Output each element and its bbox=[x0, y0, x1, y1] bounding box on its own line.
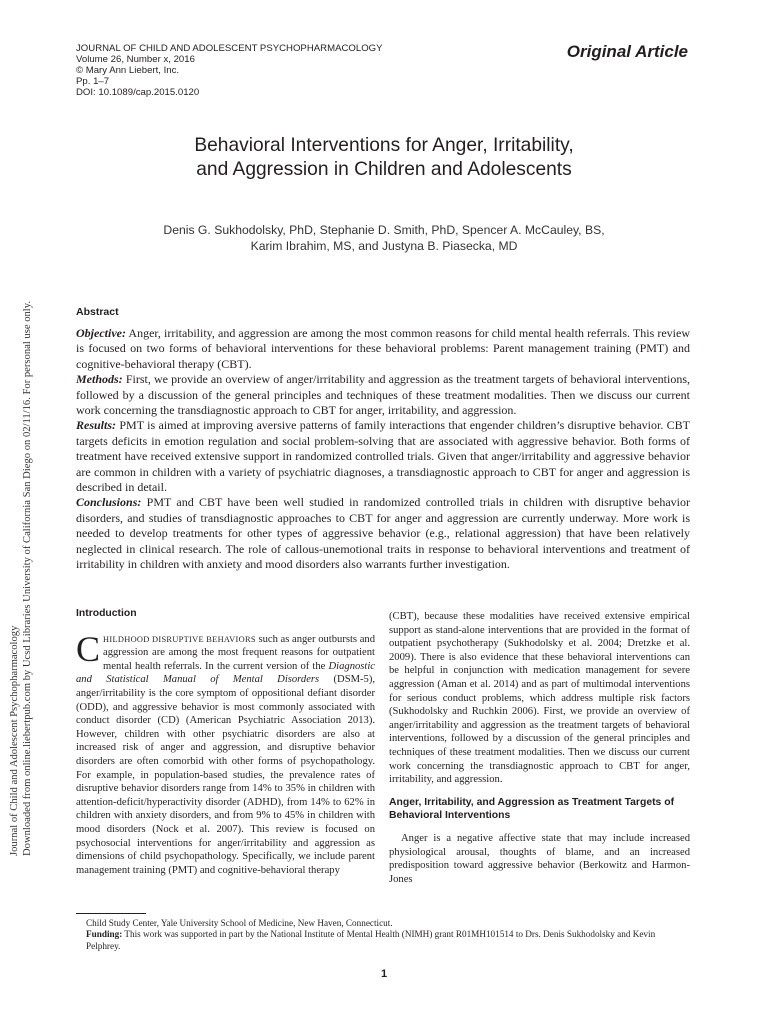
journal-copyright: © Mary Ann Liebert, Inc. bbox=[76, 65, 180, 76]
funding-label: Funding: bbox=[86, 929, 123, 940]
abstract-body bbox=[76, 326, 690, 573]
journal-pages: Pp. 1–7 bbox=[76, 76, 110, 87]
affiliation-note: Child Study Center, Yale University School of Medicine, New Haven, Connecticut. bbox=[86, 918, 393, 928]
left-column bbox=[76, 607, 375, 877]
conclusions-label: Conclusions: bbox=[76, 495, 142, 510]
abstract-results bbox=[76, 418, 690, 495]
methods-label: Methods: bbox=[76, 372, 123, 387]
footnote bbox=[76, 918, 690, 952]
journal-doi: DOI: 10.1089/cap.2015.0120 bbox=[76, 87, 200, 98]
results-label: Results: bbox=[76, 418, 117, 433]
objective-label: Objective: bbox=[76, 326, 126, 340]
page-number: 1 bbox=[380, 968, 388, 980]
intro-text-a: such as anger outbursts and aggression are among the most frequent reasons for outpatient mental health referrals. In the current version of the bbox=[103, 633, 375, 672]
anger-paragraph: Anger is a negative affective state that may include increased physiological arousal, thoughts of blame, and an increased predisposition toward aggressive behavior (Berkowitz and Harmon-Jones bbox=[389, 832, 690, 885]
section-heading-treatment-targets: Anger, Irritability, and Aggression as Treatment Targets of Behavioral Interventions bbox=[389, 796, 675, 822]
intro-continued: (CBT), because these modalities have received extensive empirical support as stand-alone interventions that are provided in the format of outpatient psychotherapy (Sukhodolsky et al. 2004; Dretzke et al. 2009). There is also evidence that these behavioral interventions can be helpful in conjunction with medication management for severe aggression (Aman et al. 2014) and as part of multimodal interventions for serious conduct problems, which address multiple risk factors (Sukhodolsky and Ruchkin 2006). First, we provide an overview of anger/irritability and aggression as the treatment targets of behavioral interventions, followed by a discussion of the general principles and techniques of these treatment modalities. Then we discuss our current work concerning the transdiagnostic approach to CBT for anger, irritability, and aggression. bbox=[389, 611, 690, 786]
funding-text: This work was supported in part by the National Institute of Mental Health (NIMH) grant R01MH101514 to Drs. Denis Sukhodolsky and Kevin Pelphrey. bbox=[86, 929, 656, 951]
authors-line-2: Karim Ibrahim, MS, and Justyna B. Piasecka, MD bbox=[250, 239, 518, 253]
intro-smallcaps: HILDHOOD DISRUPTIVE BEHAVIORS bbox=[103, 634, 256, 644]
introduction-paragraph bbox=[76, 628, 376, 878]
title-line-1: Behavioral Interventions for Anger, Irritability, bbox=[194, 135, 574, 156]
journal-header bbox=[76, 43, 383, 98]
author-list bbox=[0, 222, 768, 254]
article-title bbox=[0, 134, 768, 182]
intro-text-b: (DSM-5), anger/irritability is the core symptom of oppositional defiant disorder (ODD), and aggressive behavior is most commonly associated with conduct disorder (CD) (American Psychiatric Association 2013). However, children with other psychiatric disorders are also at increased risk of anger and aggression, and disruptive behavior disorders are often comorbid with other forms of psychopathology. For example, in population-based studies, the prevalence rates of disruptive behavior disorders range from 14% to 35% in children with attention-deficit/hyperactivity disorder (ADHD), from 14% to 62% in children with anxiety disorders, and from 9% to 45% in children with mood disorders (Nock et al. 2007). This review is focused on psychosocial interventions for anger/irritability and aggression as dimensions of child psychopathology. Specifically, we include parent management training (PMT) and cognitive-behavioral therapy bbox=[76, 674, 376, 876]
dsm-title: Diagnostic and Statistical Manual of Mental Disorders bbox=[76, 660, 375, 686]
side-note-journal: Journal of Child and Adolescent Psychopharmacology bbox=[9, 625, 20, 856]
right-column bbox=[389, 610, 690, 886]
download-notice bbox=[8, 166, 34, 856]
abstract-heading: Abstract bbox=[76, 306, 119, 318]
objective-text: Anger, irritability, and aggression are among the most common reasons for child mental health referrals. This review is focused on two forms of behavioral interventions for these behavioral problems: Parent management training (PMT) and cognitive-behavioral therapy (CBT). bbox=[76, 326, 690, 371]
journal-volume: Volume 26, Number x, 2016 bbox=[76, 54, 195, 65]
drop-cap: C bbox=[76, 628, 101, 669]
authors-line-1: Denis G. Sukhodolsky, PhD, Stephanie D. Smith, PhD, Spencer A. McCauley, BS, bbox=[163, 223, 605, 237]
funding-note bbox=[76, 929, 690, 952]
abstract-conclusions bbox=[76, 495, 690, 572]
methods-text: First, we provide an overview of anger/irritability and aggression as the treatment targets of behavioral interventions, followed by a discussion of the general principles and techniques of these treatment modalities. Then we discuss our current work concerning the transdiagnostic approach to CBT for anger, irritability, and aggression. bbox=[76, 372, 690, 418]
article-type-label: Original Article bbox=[566, 42, 688, 61]
introduction-heading: Introduction bbox=[76, 608, 137, 619]
abstract-methods bbox=[76, 372, 690, 418]
footnote-divider bbox=[76, 913, 146, 914]
abstract-objective bbox=[76, 326, 690, 372]
title-line-2: and Aggression in Children and Adolescents bbox=[196, 159, 572, 180]
journal-name: JOURNAL OF CHILD AND ADOLESCENT PSYCHOPHARMACOLOGY bbox=[76, 43, 383, 54]
conclusions-text: PMT and CBT have been well studied in randomized controlled trials in children with disruptive behavior disorders, and studies of transdiagnostic approaches to CBT for anger and aggression are currently underway. More work is needed to develop treatments for other types of aggressive behavior (e.g., relational aggression) that have been relatively neglected in clinical research. The role of callous-unemotional traits in response to behavioral interventions and treatment of irritability in children with anxiety and mood disorders also warrants further investigation. bbox=[76, 495, 691, 572]
results-text: PMT is aimed at improving aversive patterns of family interactions that engender children’s disruptive behavior. CBT targets deficits in emotion regulation and social problem-solving that are associated with aggressive behavior. Both forms of treatment have received extensive support in randomized controlled trials. Given that anger/irritability and aggressive behavior are common in children with a variety of psychiatric diagnoses, a transdiagnostic approach to CBT for anger and aggression is described in detail. bbox=[76, 418, 691, 495]
side-note-download: Downloaded from online.liebertpub.com by Ucsd Libraries University of California San Diego on 02/11/16. For personal use only. bbox=[22, 301, 33, 856]
